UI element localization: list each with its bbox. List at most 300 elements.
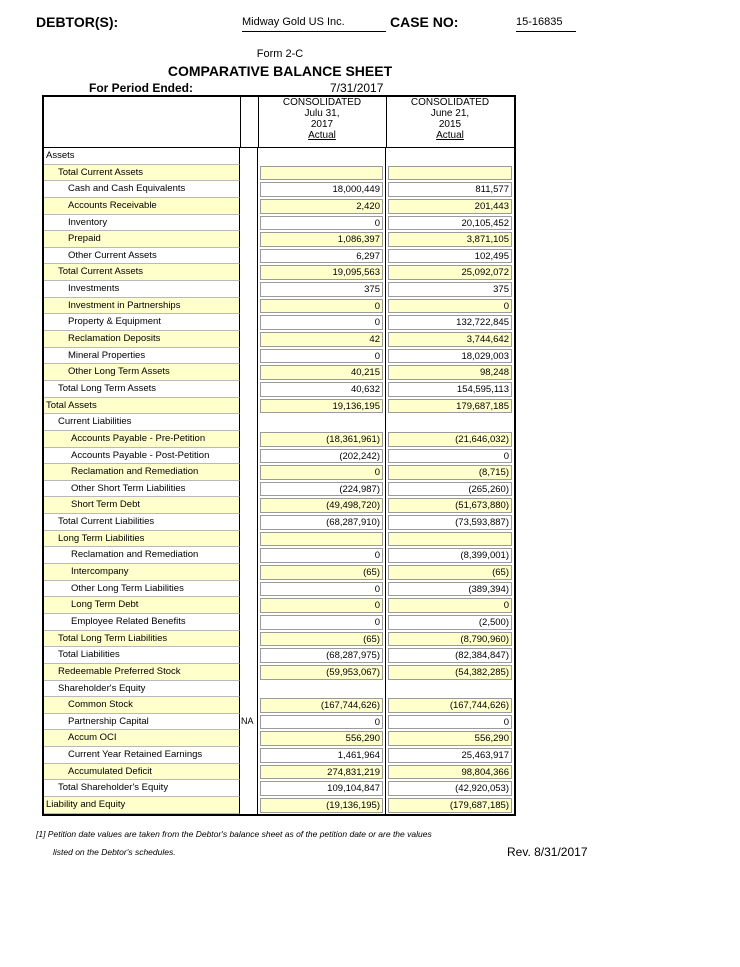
- row-na-cell: [240, 348, 258, 365]
- table-row: [44, 165, 514, 182]
- value-2015-column: [386, 364, 514, 381]
- header-na-cell: [240, 97, 259, 147]
- value-2015-column: [386, 481, 514, 498]
- row-label: Other Long Term Assets: [44, 364, 240, 381]
- col2-line2: June 21,: [430, 108, 470, 119]
- value-2015-column: [386, 165, 514, 182]
- value-2015-column: [386, 298, 514, 315]
- value-2017-column: [258, 481, 386, 498]
- value-2017: 556,290: [260, 731, 383, 746]
- table-body: [42, 147, 516, 816]
- value-2015-column: [386, 714, 514, 731]
- revision-date: Rev. 8/31/2017: [507, 845, 588, 859]
- table-row: [44, 797, 514, 814]
- row-na-cell: [240, 631, 258, 648]
- row-label: Long Term Liabilities: [44, 531, 240, 548]
- value-2015-column: [386, 564, 514, 581]
- value-2017-column: [258, 431, 386, 448]
- col2-line1: CONSOLIDATED: [410, 97, 490, 108]
- value-2015: (8,399,001): [388, 548, 512, 563]
- page-title: COMPARATIVE BALANCE SHEET: [167, 63, 393, 79]
- value-2017: 0: [260, 715, 383, 730]
- value-2017-column: [258, 448, 386, 465]
- footnote-line2: listed on the Debtor's schedules.: [53, 847, 176, 857]
- col1-line4: Actual: [308, 130, 336, 141]
- value-2017-column: [258, 614, 386, 631]
- value-2015: 98,804,366: [388, 765, 512, 780]
- col1-line3: 2017: [310, 119, 334, 130]
- value-2015: (2,500): [388, 615, 512, 630]
- value-2017-column: [258, 631, 386, 648]
- value-2017: 0: [260, 349, 383, 364]
- row-na-cell: [240, 248, 258, 265]
- table-row: [44, 497, 514, 514]
- table-row: [44, 681, 514, 698]
- value-2015-column: [386, 448, 514, 465]
- value-2015-column: [386, 664, 514, 681]
- table-row: [44, 730, 514, 747]
- value-2017: 18,000,449: [260, 182, 383, 197]
- value-2015: 25,463,917: [388, 748, 512, 763]
- value-2015-column: [386, 231, 514, 248]
- row-label: Short Term Debt: [44, 497, 240, 514]
- row-label: Total Current Assets: [44, 264, 240, 281]
- table-row: [44, 747, 514, 764]
- row-na-cell: [240, 198, 258, 215]
- value-2015-column: [386, 464, 514, 481]
- value-2015-column: [386, 348, 514, 365]
- value-2017-column: [258, 231, 386, 248]
- value-2017: 19,095,563: [260, 265, 383, 280]
- table-row: [44, 531, 514, 548]
- value-2015-column: [386, 431, 514, 448]
- row-label: Total Assets: [44, 398, 240, 415]
- value-2017: [260, 532, 383, 547]
- row-label: Total Current Liabilities: [44, 514, 240, 531]
- value-2017: 1,086,397: [260, 232, 383, 247]
- value-2015: 0: [388, 299, 512, 314]
- row-label: Accounts Payable - Pre-Petition: [44, 431, 240, 448]
- value-2017-column: [258, 497, 386, 514]
- row-label: Current Year Retained Earnings: [44, 747, 240, 764]
- row-na-cell: [240, 614, 258, 631]
- value-2015: 3,744,642: [388, 332, 512, 347]
- row-na-cell: [240, 564, 258, 581]
- value-2017: 109,104,847: [260, 781, 383, 796]
- table-row: [44, 381, 514, 398]
- value-2015: (73,593,887): [388, 515, 512, 530]
- row-label: Assets: [44, 148, 240, 165]
- debtor-label: DEBTOR(S):: [36, 14, 119, 30]
- value-2015-column: [386, 281, 514, 298]
- row-na-cell: [240, 231, 258, 248]
- table-row: [44, 298, 514, 315]
- value-2017-column: [258, 647, 386, 664]
- value-2015: [388, 166, 512, 181]
- value-2015-column: [386, 614, 514, 631]
- value-2017-column: [258, 364, 386, 381]
- value-2017: [260, 149, 383, 164]
- row-label: Mineral Properties: [44, 348, 240, 365]
- value-2017-column: [258, 581, 386, 598]
- row-na-cell: [240, 647, 258, 664]
- value-2017: 0: [260, 299, 383, 314]
- value-2015-column: [386, 681, 514, 698]
- table-row: [44, 431, 514, 448]
- value-2015: 132,722,845: [388, 315, 512, 330]
- table-row: [44, 331, 514, 348]
- value-2015: 375: [388, 282, 512, 297]
- table-row: [44, 281, 514, 298]
- value-2017: 0: [260, 615, 383, 630]
- row-label: Other Long Term Liabilities: [44, 581, 240, 598]
- value-2015-column: [386, 248, 514, 265]
- row-na-cell: [240, 681, 258, 698]
- value-2015-column: [386, 181, 514, 198]
- table-row: [44, 148, 514, 165]
- value-2015-column: [386, 797, 514, 814]
- table-row: [44, 181, 514, 198]
- row-na-cell: [240, 747, 258, 764]
- value-2017: 0: [260, 548, 383, 563]
- value-2015-column: [386, 264, 514, 281]
- row-label: Cash and Cash Equivalents: [44, 181, 240, 198]
- table-row: [44, 448, 514, 465]
- value-2015: 25,092,072: [388, 265, 512, 280]
- table-row: [44, 198, 514, 215]
- row-label: Prepaid: [44, 231, 240, 248]
- value-2017-column: [258, 597, 386, 614]
- value-2015-column: [386, 547, 514, 564]
- row-na-cell: [240, 697, 258, 714]
- value-2017: 42: [260, 332, 383, 347]
- row-na-cell: [240, 547, 258, 564]
- row-label: Redeemable Preferred Stock: [44, 664, 240, 681]
- table-row: [44, 764, 514, 781]
- value-2017: 274,831,219: [260, 765, 383, 780]
- value-2015: (265,260): [388, 482, 512, 497]
- row-label: Common Stock: [44, 697, 240, 714]
- row-na-cell: [240, 398, 258, 415]
- row-na-cell: [240, 331, 258, 348]
- table-row: [44, 714, 514, 731]
- value-2017: (167,744,626): [260, 698, 383, 713]
- value-2015: [388, 532, 512, 547]
- row-na-cell: [240, 597, 258, 614]
- row-na-cell: [240, 181, 258, 198]
- value-2015: (389,394): [388, 582, 512, 597]
- value-2017: (18,361,961): [260, 432, 383, 447]
- row-na-cell: [240, 414, 258, 431]
- value-2017-column: [258, 414, 386, 431]
- value-2017-column: [258, 398, 386, 415]
- row-label: Liability and Equity: [44, 797, 240, 814]
- row-na-cell: [240, 264, 258, 281]
- row-label: Total Shareholder's Equity: [44, 780, 240, 797]
- table-row: [44, 780, 514, 797]
- col2-line3: 2015: [438, 119, 462, 130]
- table-row: [44, 547, 514, 564]
- value-2015-column: [386, 414, 514, 431]
- value-2017-column: [258, 165, 386, 182]
- value-2015-column: [386, 647, 514, 664]
- row-na-cell: [240, 364, 258, 381]
- row-label: Reclamation Deposits: [44, 331, 240, 348]
- row-na-cell: [240, 581, 258, 598]
- col1-line1: CONSOLIDATED: [282, 97, 362, 108]
- row-na-cell: [240, 497, 258, 514]
- row-na-cell: [240, 797, 258, 814]
- header-label-cell: [44, 97, 241, 147]
- value-2017-column: [258, 148, 386, 165]
- value-2017-column: [258, 514, 386, 531]
- value-2017: 0: [260, 465, 383, 480]
- table-row: [44, 664, 514, 681]
- value-2017: 1,461,964: [260, 748, 383, 763]
- row-label: Employee Related Benefits: [44, 614, 240, 631]
- row-na-cell: [240, 381, 258, 398]
- case-number: 15-16835: [516, 16, 576, 32]
- row-label: Accumulated Deficit: [44, 764, 240, 781]
- table-row: [44, 514, 514, 531]
- value-2017-column: [258, 181, 386, 198]
- row-na-cell: [240, 531, 258, 548]
- table-row: [44, 398, 514, 415]
- row-na-cell: [240, 730, 258, 747]
- col1-line2: Julu 31,: [304, 108, 340, 119]
- table-row: [44, 581, 514, 598]
- value-2015-column: [386, 531, 514, 548]
- row-label: Accounts Receivable: [44, 198, 240, 215]
- balance-sheet-table: [42, 95, 516, 816]
- column-header-2015: [386, 97, 514, 147]
- row-na-cell: [240, 464, 258, 481]
- value-2017: (49,498,720): [260, 498, 383, 513]
- table-row: [44, 348, 514, 365]
- value-2015: 20,105,452: [388, 216, 512, 231]
- row-na-cell: [240, 215, 258, 232]
- value-2015-column: [386, 631, 514, 648]
- value-2015-column: [386, 780, 514, 797]
- value-2015: (51,673,880): [388, 498, 512, 513]
- value-2017: (202,242): [260, 449, 383, 464]
- row-na-cell: [240, 431, 258, 448]
- row-label: Accounts Payable - Post-Petition: [44, 448, 240, 465]
- value-2015-column: [386, 398, 514, 415]
- table-row: [44, 414, 514, 431]
- table-row: [44, 697, 514, 714]
- value-2017-column: [258, 381, 386, 398]
- row-label: Total Long Term Assets: [44, 381, 240, 398]
- row-na-cell: [240, 764, 258, 781]
- value-2017-column: [258, 547, 386, 564]
- row-label: Partnership Capital: [44, 714, 240, 731]
- table-row: [44, 231, 514, 248]
- col2-line4: Actual: [436, 130, 464, 141]
- value-2017: 0: [260, 598, 383, 613]
- table-row: [44, 314, 514, 331]
- value-2017-column: [258, 797, 386, 814]
- value-2017: 2,420: [260, 199, 383, 214]
- table-row: [44, 364, 514, 381]
- row-label: Total Long Term Liabilities: [44, 631, 240, 648]
- value-2017: 19,136,195: [260, 399, 383, 414]
- value-2015: 0: [388, 449, 512, 464]
- value-2017: 40,632: [260, 382, 383, 397]
- value-2015: 179,687,185: [388, 399, 512, 414]
- value-2015: 3,871,105: [388, 232, 512, 247]
- value-2017-column: [258, 314, 386, 331]
- row-na-cell: [240, 165, 258, 182]
- value-2017-column: [258, 697, 386, 714]
- table-row: [44, 464, 514, 481]
- value-2017-column: [258, 331, 386, 348]
- value-2015: [388, 415, 512, 430]
- case-label: CASE NO:: [390, 14, 459, 30]
- table-row: [44, 631, 514, 648]
- value-2015: 154,595,113: [388, 382, 512, 397]
- row-na-cell: [240, 664, 258, 681]
- value-2015: 0: [388, 715, 512, 730]
- value-2015-column: [386, 215, 514, 232]
- value-2015-column: [386, 514, 514, 531]
- value-2017: (59,953,067): [260, 665, 383, 680]
- row-label: Reclamation and Remediation: [44, 464, 240, 481]
- value-2017-column: [258, 664, 386, 681]
- value-2015: (8,790,960): [388, 632, 512, 647]
- value-2017: (68,287,910): [260, 515, 383, 530]
- value-2017: 0: [260, 216, 383, 231]
- value-2015-column: [386, 331, 514, 348]
- period-label: For Period Ended:: [89, 81, 194, 95]
- table-row: [44, 597, 514, 614]
- value-2015: 201,443: [388, 199, 512, 214]
- table-row: [44, 264, 514, 281]
- table-row: [44, 481, 514, 498]
- row-label: Property & Equipment: [44, 314, 240, 331]
- value-2015: (21,646,032): [388, 432, 512, 447]
- row-na-cell: [240, 514, 258, 531]
- value-2017: 6,297: [260, 249, 383, 264]
- value-2015: (42,920,053): [388, 781, 512, 796]
- value-2015-column: [386, 597, 514, 614]
- value-2017-column: [258, 215, 386, 232]
- value-2015-column: [386, 697, 514, 714]
- value-2017: (65): [260, 565, 383, 580]
- value-2017-column: [258, 198, 386, 215]
- row-label: Intercompany: [44, 564, 240, 581]
- row-label: Total Liabilities: [44, 647, 240, 664]
- value-2015-column: [386, 198, 514, 215]
- row-na-cell: [240, 448, 258, 465]
- row-label: Other Short Term Liabilities: [44, 481, 240, 498]
- value-2015: 102,495: [388, 249, 512, 264]
- row-na-cell: [240, 481, 258, 498]
- value-2017-column: [258, 730, 386, 747]
- row-na-cell: [240, 148, 258, 165]
- value-2015: (179,687,185): [388, 798, 512, 813]
- row-na-cell: NA: [240, 714, 258, 731]
- row-label: Other Current Assets: [44, 248, 240, 265]
- value-2015-column: [386, 581, 514, 598]
- value-2017-column: [258, 780, 386, 797]
- row-label: Long Term Debt: [44, 597, 240, 614]
- value-2017-column: [258, 564, 386, 581]
- value-2015: [388, 682, 512, 697]
- period-value: 7/31/2017: [330, 81, 384, 95]
- row-label: Accum OCI: [44, 730, 240, 747]
- value-2015-column: [386, 148, 514, 165]
- value-2017-column: [258, 714, 386, 731]
- value-2017: 375: [260, 282, 383, 297]
- footnote-line1: [1] Petition date values are taken from the Debtor's balance sheet as of the petition date or are the values: [36, 829, 432, 839]
- value-2017: 0: [260, 582, 383, 597]
- value-2015: (82,384,847): [388, 648, 512, 663]
- value-2017: (68,287,975): [260, 648, 383, 663]
- value-2015: (8,715): [388, 465, 512, 480]
- value-2015: 18,029,003: [388, 349, 512, 364]
- form-number: Form 2-C: [256, 48, 304, 60]
- value-2017-column: [258, 248, 386, 265]
- value-2017-column: [258, 348, 386, 365]
- value-2015: 811,577: [388, 182, 512, 197]
- table-row: [44, 215, 514, 232]
- value-2017: (224,987): [260, 482, 383, 497]
- value-2017: [260, 415, 383, 430]
- value-2017: (19,136,195): [260, 798, 383, 813]
- table-row: [44, 248, 514, 265]
- value-2015: (167,744,626): [388, 698, 512, 713]
- value-2017: [260, 166, 383, 181]
- value-2015-column: [386, 497, 514, 514]
- value-2015: 0: [388, 598, 512, 613]
- row-na-cell: [240, 281, 258, 298]
- value-2015-column: [386, 730, 514, 747]
- row-label: Total Current Assets: [44, 165, 240, 182]
- value-2017: 0: [260, 315, 383, 330]
- value-2015: 556,290: [388, 731, 512, 746]
- row-label: Inventory: [44, 215, 240, 232]
- value-2015-column: [386, 381, 514, 398]
- value-2015: [388, 149, 512, 164]
- value-2015: 98,248: [388, 365, 512, 380]
- column-header-row: [42, 95, 516, 147]
- row-na-cell: [240, 780, 258, 797]
- value-2017: (65): [260, 632, 383, 647]
- row-label: Investment in Partnerships: [44, 298, 240, 315]
- value-2017-column: [258, 281, 386, 298]
- row-na-cell: [240, 298, 258, 315]
- table-row: [44, 614, 514, 631]
- table-row: [44, 647, 514, 664]
- row-label: Reclamation and Remediation: [44, 547, 240, 564]
- value-2017: [260, 682, 383, 697]
- value-2017-column: [258, 747, 386, 764]
- row-label: Shareholder's Equity: [44, 681, 240, 698]
- value-2017-column: [258, 681, 386, 698]
- value-2015-column: [386, 764, 514, 781]
- debtor-name: Midway Gold US Inc.: [242, 16, 386, 32]
- value-2017-column: [258, 298, 386, 315]
- value-2015: (65): [388, 565, 512, 580]
- table-row: [44, 564, 514, 581]
- value-2017-column: [258, 531, 386, 548]
- row-na-cell: [240, 314, 258, 331]
- value-2017-column: [258, 464, 386, 481]
- value-2015: (54,382,285): [388, 665, 512, 680]
- column-header-2017: [258, 97, 387, 147]
- row-label: Investments: [44, 281, 240, 298]
